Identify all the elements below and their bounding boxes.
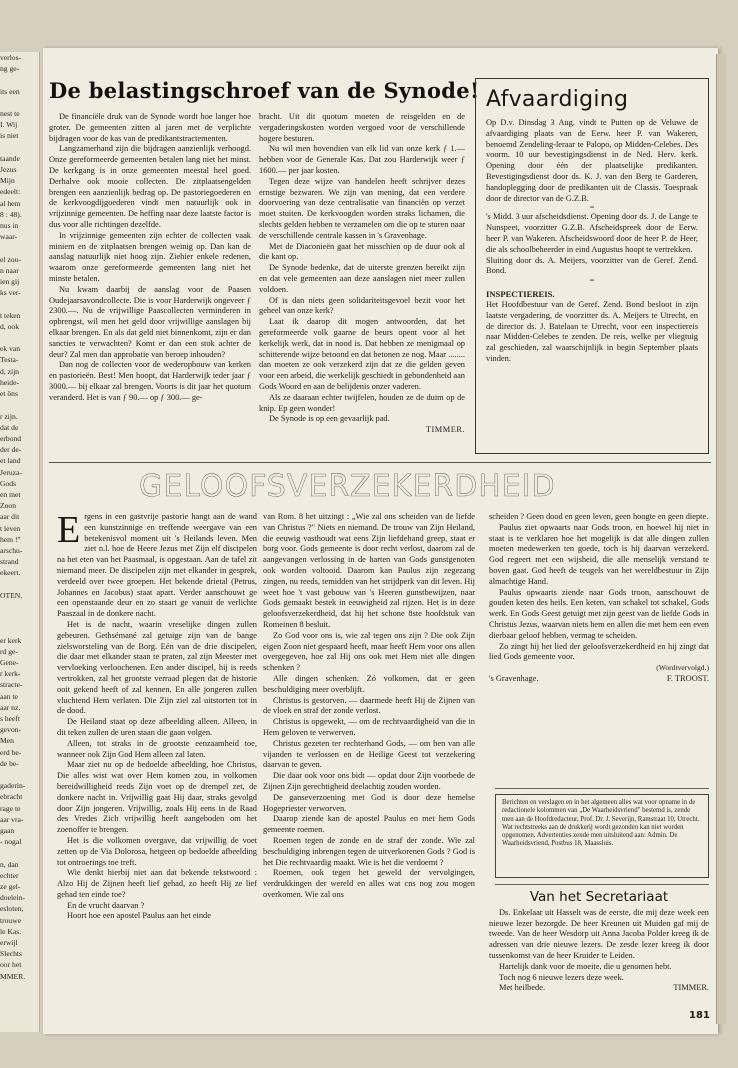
previous-page-fragment: t teken bbox=[0, 310, 21, 320]
previous-page-fragment bbox=[0, 769, 39, 780]
paragraph: De Heiland staat op deze afbeelding alleen. Alleen, in dit teken zullen de uren staan die gaan volgen. bbox=[57, 717, 257, 737]
previous-page-fragment: nus in bbox=[0, 221, 19, 231]
paragraph: Zo God voor ons is, wie zal tegen ons zijn ? Die ook Zijn eigen Zoon niet gespaard heeft, maar heeft Hem voor ons allen overgegeven, hoe zal Hij ons ook met Hem niet alle dingen schenken ? bbox=[263, 630, 475, 673]
paragraph: Laat ik daarop dit mogen antwoorden, dat het gereformeerde volk gaarne de beurs opent voor al het kerkelijk werk, dat in nood is. Dat hebben ze menigmaal op schitterende wijze betoond en dat betonen ze nog. Maar ........ dan moeten ze ook verzekerd zijn dat ze die gelden geven voor een arbeid, die werkelijk geschiedt in gebondenheid aan Gods Woord en aan de belijdenis onzer vaderen. bbox=[259, 317, 465, 391]
article2-column-2 bbox=[263, 512, 475, 901]
previous-page-fragment: d, zijn bbox=[0, 366, 19, 376]
previous-page-fragment: et öns bbox=[0, 389, 18, 399]
paragraph: scheiden ? Geen dood en geen leven, geen hoogte en geen diepte. bbox=[489, 512, 709, 521]
paragraph: De ganseverzoening met God is door deze hemelse Hogepriester verworven. bbox=[263, 792, 475, 813]
page-number: 181 bbox=[689, 1010, 710, 1021]
previous-page-fragment: stracte- bbox=[0, 680, 23, 690]
previous-page-fragment: Gods bbox=[0, 478, 17, 488]
paragraph: Sluiting door ds. A. Meijers, voorzitter van de Geref. Zend. Bond. bbox=[486, 255, 698, 276]
previous-page-fragment: gaderin- bbox=[0, 781, 26, 791]
previous-page-fragment: r zijn. bbox=[0, 411, 18, 421]
previous-page-fragment: nest te bbox=[0, 109, 20, 119]
paragraph: bracht. Uit dit quotum moeten de reisgelden en de vergaderingskosten worden vergoed voor de verschillende hogere besturen. bbox=[259, 112, 465, 143]
closing: Met heilbede. bbox=[499, 983, 546, 993]
paragraph: Met de Diaconieën gaat het misschien op de duur ook al die kant op. bbox=[259, 241, 465, 262]
previous-page-fragment: erwijl bbox=[0, 938, 18, 948]
previous-page-fragment: der de- bbox=[0, 445, 22, 455]
newspaper-page bbox=[43, 48, 718, 1034]
previous-page-fragment: dat de bbox=[0, 422, 19, 432]
previous-page-fragment: esloten, bbox=[0, 904, 24, 914]
separator: = bbox=[589, 203, 595, 213]
previous-page-fragment: doelein- bbox=[0, 893, 25, 903]
previous-page-fragment: al hem bbox=[0, 198, 21, 208]
article-headline: De belastingschroef van de Synode! bbox=[49, 78, 480, 103]
previous-page-fragment: t leven bbox=[0, 523, 21, 533]
secretariaat-section bbox=[489, 889, 709, 994]
previous-page-fragment: echter bbox=[0, 870, 19, 880]
previous-page-fragment bbox=[0, 142, 39, 153]
paragraph: Christus gezeten ter rechterhand Gods, — om hen van alle vijanden te verlossen en de Heilige Geest tot verzekering daarvan te geven. bbox=[263, 738, 475, 770]
previous-page-fragment: rage te bbox=[0, 803, 21, 813]
signature: TIMMER. bbox=[673, 983, 709, 993]
paragraph-text: rgens in een gastvrije pastorie hangt aan de wand een kunstzinnige en treffende weergave van een betekenisvol moment uit 's Heilands leven. Men ziet n.l. hoe de Heere Jezus met Zijn elf discipelen na het eten van het Paasmaal, is opgestaan. Aan de tafel zit niemand meer. De discipelen zijn met elkander in gesprek, verdeeld over twee groepen. Het bekende drietal (Petrus, Johannes en Jacobus) staat apart. Verder aanschouwt ge een openstaande deur en zo staart ge vanuit de verlichte Paaszaal in de donkere nacht. bbox=[57, 512, 257, 619]
place: 's Gravenhage. bbox=[489, 673, 539, 683]
paragraph: Dan nog de collecten voor de wederopbouw van kerken en pastorieën. Best! Men hoopt, dat Harderwijk ieder jaar ƒ 3000.— bij elkaar zal brengen. Voorts is dit jaar het quotum veranderd. Het is van ƒ 90.— op ƒ 300.— ge- bbox=[49, 360, 251, 402]
paragraph: De financiële druk van de Synode wordt hoe langer hoe groter. De gemeenten zitten al jaren met de verplichte bijdragen voor de kas van de predikantstractementen. bbox=[49, 112, 251, 143]
paragraph: Het is die volkomen overgave, dat vrijwillig de voet zetten op de Via Dolorosa, hetgeen op bedoelde afbeelding tot ontroerings toe treft. bbox=[57, 835, 257, 867]
paragraph: Het is de nacht, waarin vreselijke dingen zullen gebeuren. Gethsémané zal getuige zijn van de bange zielsworsteling van de Borg. Eén van de drie discipelen, die daar met elkander staan te praten, zal zijn Meester met vervloeking verloochenen. Een ander discipel, hij is reeds vertrokken, zal het grootste verraad plegen dat de historie ooit gekend heeft of zal kennen. En alle jongeren zullen vluchtend Hem verlaten. Die Zijn ziel zal uitstorten tot in de dood. bbox=[57, 619, 257, 716]
paragraph: Tegen deze wijze van handelen heeft schrijver dezes ernstige bezwaren. We zijn van mening, dat een verdere doorvoering van deze centralisatie van financiën op verzet moet stuiten. De kerkvoogden worden straks lichamen, die slechts gelden hebben te verzamelen om die op te sturen naar de verschillende centrale kassen in 's Gravenhage. bbox=[259, 176, 465, 240]
paragraph: Roemen tegen de zonde en de straf der zonde. Wie zal beschuldiging inbrengen tegen de uitverkorenen Gods ? God is het Die rechtvaardig maakt. Wie is het die verdoemt ? bbox=[263, 835, 475, 867]
previous-page-fragment: gevon- bbox=[0, 725, 22, 735]
previous-page-fragment: is niet bbox=[0, 131, 19, 141]
previous-page-fragment bbox=[0, 601, 39, 612]
paragraph: Wie denkt hierbij niet aan dat bekende tekstwoord : Alzo Hij de Zijnen heeft lief gehad, zo heeft Hij ze lief gehad ten einde toe? bbox=[57, 868, 257, 899]
section-title: Van het Secretariaat bbox=[529, 889, 669, 905]
continued-note: (Wordtvervolgd.) bbox=[656, 663, 709, 673]
box-body bbox=[486, 118, 698, 365]
paragraph: Paulus ziet opwaarts naar Gods troon, en hoewel hij niet in staat is te verklaren hoe het mogelijk is dat alle dingen zullen moeten medewerken ten goede, toch is hij daarvan verzekerd. God regeert met een wijsheid, die alle menselijk verstand te boven gaat. God heeft de teugels van het wereldbestuur in Zijn almachtige Hand. bbox=[489, 522, 709, 586]
previous-page-fragment: aar dit bbox=[0, 512, 20, 522]
previous-page-fragment: Zoon bbox=[0, 501, 17, 511]
previous-page-fragment bbox=[0, 579, 39, 590]
paragraph: Op D.v. Dinsdag 3 Aug. vindt te Putten op de Veluwe de afvaardiging plaats van de Eerw. heer P. van Wakeren, benoemd Zendeling-leraar te Palopo, op Midden-Celebes. Des voorm. 10 uur bevestigingsdienst in de Ned. Herv. kerk. Opening door één der plaatselijke predikanten. Bevestigingsdienst door ds. K. J. van den Berg te Garderen, handoplegging door de predikanten uit de Classis. Toespraak door de director van de G.Z.B. bbox=[486, 118, 698, 203]
divider bbox=[495, 884, 709, 885]
article-column-2 bbox=[259, 112, 465, 436]
paragraph: Of is dan niets geen solidariteitsgevoel bezit voor het geheel van onze kerk? bbox=[259, 295, 465, 316]
paragraph: Die daar ook voor ons bidt — opdat door Zijn voorbede de Zijnen Zijn gerechtigheid deelachtig zouden worden. bbox=[263, 771, 475, 791]
paragraph: Nu wil men bovendien van elk lid van onze kerk ƒ 1.— hebben voor de Generale Kas. Dat zou Harderwijk weer ƒ 1600.— per jaar kosten. bbox=[259, 144, 465, 175]
previous-page-fragment: ekeert. bbox=[0, 568, 21, 578]
previous-page-fragment: ng ge- bbox=[0, 64, 20, 74]
drop-cap: E bbox=[57, 509, 81, 551]
previous-page-fragment: d, ook bbox=[0, 321, 19, 331]
previous-page-fragment: verlos- bbox=[0, 53, 22, 62]
previous-page-fragment: n, dan bbox=[0, 859, 19, 869]
article-signature: TIMMER. bbox=[425, 425, 465, 435]
previous-page-fragment: Men bbox=[0, 736, 14, 746]
paragraph: De Synode bedenke, dat de uiterste grenzen bereikt zijn en dat vele gemeenten aan deze aanslagen niet meer zullen voldoen. bbox=[259, 263, 465, 294]
box-title: Afvaardiging bbox=[486, 87, 629, 112]
previous-page-fragment bbox=[0, 97, 39, 108]
separator: = bbox=[589, 276, 595, 286]
previous-page-fragment: oor het bbox=[0, 960, 22, 970]
paragraph: Hartelijk dank voor de moeite, die u genomen hebt. bbox=[499, 961, 672, 971]
previous-page-fragment bbox=[0, 242, 39, 253]
paragraph: Zo zingt hij het lied der geloofsverzekerdheid en hij zingt dat lied Gods gemeente voor. bbox=[489, 641, 709, 662]
paragraph: Christus is opgewekt, — om de rechtvaardigheid van die in Hem geloven te verwerven. bbox=[263, 717, 475, 737]
previous-page-fragment: Mijn bbox=[0, 176, 15, 186]
previous-page-fragment: hem !" bbox=[0, 534, 21, 544]
previous-page-fragment bbox=[0, 298, 39, 309]
previous-page-fragment bbox=[0, 399, 39, 410]
previous-page-fragment: en met bbox=[0, 489, 21, 499]
binding-edge bbox=[716, 54, 726, 1024]
article-headline-2: GELOOFSVERZEKERDHEID bbox=[139, 469, 556, 504]
previous-page-fragment: r kerk- bbox=[0, 669, 21, 679]
paragraph: Ds. Enkelaar uit Hasselt was de eerste, die mij deze week een nieuwe lezer bezorgde. De heer Kreunen uit Muiden gaf mij de tweede. Van de heer Wesdorp uit Anna Jacoba Polder kreeg ik de adressen van drie nieuwe lezers. De zesde lezer kreeg ik door tussenkomst van de heer Kruider te Leiden. bbox=[489, 907, 709, 960]
paragraph: De Synode is op een gevaarlijk pad. bbox=[269, 414, 390, 424]
previous-page-fragment bbox=[0, 74, 39, 85]
afvaardiging-box bbox=[475, 78, 709, 454]
paragraph: In vrijzinnige gemeenten zijn echter de collecten vaak miniem en de zitplaatsen brengen weinig op. Dan kan de aanslag natuurlijk niet hoog zijn. Ziehier enkele redenen, waarom onze gereformeerde gemeenten lang niet het minste betalen. bbox=[49, 230, 251, 283]
previous-page-fragment: arschu- bbox=[0, 545, 23, 555]
paragraph: Christus is gestorven. — daarmede heeft Hij de Zijnen van de vloek en straf der zonde verlost. bbox=[263, 695, 475, 716]
previous-page-fragment bbox=[0, 332, 39, 343]
previous-page-fragment: gaan bbox=[0, 826, 15, 836]
previous-page-fragment: ze gel- bbox=[0, 882, 21, 892]
editorial-notice-box bbox=[495, 794, 709, 878]
paragraph: Langzamerhand zijn die bijdragen aanzienlijk verhoogd. Onze gereformeerde gemeenten betalen lang niet het minst. De kerkgang is in onze gemeenten meestal heel goed. Derhalve ook mooie collecten. De zitplaatsengelden brengen een aanzienlijk bedrag op. De pastoriegoederen en de kerkvoogdijgoederen vindt men natuurlijk ook in vrijzinnige gemeenten. De heffing naar deze laatste factor is dus voor alle richtingen dezelfde. bbox=[49, 144, 251, 229]
previous-page-fragment: et land bbox=[0, 456, 21, 466]
previous-page-fragment bbox=[0, 623, 39, 634]
paragraph: En de vrucht daarvan ? bbox=[67, 900, 145, 910]
divider bbox=[495, 788, 709, 789]
previous-page-fragment: ebracht bbox=[0, 792, 23, 802]
paragraph: 's Midd. 3 uur afscheidsdienst. Opening door ds. J. de Lange te Nunspeet, voorzitter G.Z.B. Afscheidspreek door de Eerw. heer P. van Wakeren. Afscheidswoord door de heer P. de Heer, die als schoolbeheerder in eind Augustus hoopt te vertrekken. bbox=[486, 212, 698, 254]
previous-page-fragment: erbond bbox=[0, 433, 22, 443]
article-column-1 bbox=[49, 112, 251, 404]
previous-page-fragment: Jezus bbox=[0, 165, 17, 175]
article2-column-3 bbox=[489, 512, 709, 685]
previous-page-fragment: MMER. bbox=[0, 971, 26, 981]
previous-page-fragment: - nogal bbox=[0, 837, 22, 847]
previous-page-fragment: el zou- bbox=[0, 254, 21, 264]
previous-page-fragment: le Kas. bbox=[0, 926, 22, 936]
previous-page-fragment bbox=[0, 847, 39, 858]
previous-page-fragment: ek van bbox=[0, 344, 21, 354]
paragraph: Alleen, tot straks in de grootste eenzaamheid toe, wanneer ook Zijn God Hem alleen zal laten. bbox=[57, 738, 257, 759]
notice-text: Berichten en verslagen en in het algemeen alles wat voor opname in de redactionele kolommen van „De Waarheidsvriend" bestemd is, zende men aan de Hoofdredacteur, Prof. Dr. J. Severijn, Ramstraat 10, Utrecht. Wat rechtstreeks aan de drukkerij wordt gezonden kan niet worden opgenomen. Advertenties zende men uitsluitend aan: Admin. De Waarheidsvriend, Postbus 18, Maassluis. bbox=[502, 799, 700, 848]
subheading: INSPECTIEREIS. bbox=[486, 289, 555, 300]
section-divider bbox=[49, 462, 711, 463]
paragraph: Alle dingen schenken. Zó volkomen, dat er geen beschuldiging meer overblijft. bbox=[263, 673, 475, 694]
paragraph: Daarop ziende kan de apostel Paulus en met hem Gods gemeente roemen. bbox=[263, 814, 475, 835]
paragraph: Paulus opwaarts ziende naar Gods troon, aanschouwt de gouden keten des heils. Een keten, van schakel tot schakel, Gods werk. En Gods Geest getuigt met zijn geest van de liefde Gods in Christus Jezus, waarvan niets hem en allen die met hem een even dierbaar geloof hebben, vermag te scheiden. bbox=[489, 587, 709, 640]
previous-page-fragment: I. Wij bbox=[0, 120, 18, 130]
dateline bbox=[489, 674, 709, 685]
paragraph bbox=[57, 509, 257, 620]
previous-page-fragment: rd ge- bbox=[0, 646, 18, 656]
previous-page-fragment: ien gij bbox=[0, 277, 20, 287]
previous-page-fragment: 8 : 48). bbox=[0, 209, 22, 219]
previous-page-fragment: Slechts bbox=[0, 949, 22, 959]
previous-page-fragment: n naar bbox=[0, 265, 19, 275]
paragraph: Hoort hoe een apostel Paulus aan het einde bbox=[67, 911, 211, 921]
paragraph: Roemen, ook tegen het geweld der vervolgingen, verdrukkingen der wereld en alles wat cns nog zou mogen overkomen. Wie zal ons bbox=[263, 868, 475, 899]
previous-page-fragment: heide- bbox=[0, 377, 19, 387]
previous-page-fragment: ks ver- bbox=[0, 288, 21, 298]
previous-page-fragment bbox=[0, 612, 39, 623]
previous-page-fragment: Testa- bbox=[0, 355, 19, 365]
previous-page-fragment: Gene- bbox=[0, 657, 19, 667]
previous-page-fragment: Jeruza- bbox=[0, 467, 22, 477]
paragraph: Nu kwam daarbij de aanslag voor de Paasen Oudejaarsavondcollecte. Die is voor Harderwijk ongeveer ƒ 2300.—. Nu de vrijwillige Paascollecten verminderen in opbrengst, wil men het geld door vrijwillige aanslagen bij elkaar brengen. En als dat geld niet binnenkomt, zijn er dan sancties te verwachten? Komt er dan een stok achter de deur? Zal men dan approbatie van beroep inhouden? bbox=[49, 284, 251, 359]
previous-page-fragment: strand bbox=[0, 557, 19, 567]
article2-column-1 bbox=[57, 509, 257, 922]
previous-page-fragment: aar vra- bbox=[0, 814, 24, 824]
paragraph: van Rom. 8 het uitzingt : „Wie zal ons scheiden van de liefde van Christus ?" Niets en niemand. De trouw van Zijn Heiland, die eeuwig vasthoudt wat eens Zijn liefdehand greep, staat er borg voor. Gods gemeente is door recht verlost, daarom zal de aangevangen verlossing in de harten van Gods gunstgenoten ook worden voltooid. Daarom kan Paulus zijn zegezang zingen, nu reeds, temidden van het strijdperk van dit leven. Hij weet hoe 't vast gebouw van 's Heeren gunstbewijzen, naar Gods gemaakt bestek in eeuwigheid zal rijzen. Het is in deze geloofsverzekerdheid, dat hij het schone 8ste hoofdstuk van Romeinen 8 besluit. bbox=[263, 512, 475, 629]
previous-page-fragment: edeelt: bbox=[0, 187, 21, 197]
previous-page-edge bbox=[0, 52, 40, 1032]
previous-page-fragment: aan te bbox=[0, 691, 18, 701]
previous-page-fragment: its een bbox=[0, 86, 20, 96]
previous-page-fragment: aar nz. bbox=[0, 702, 21, 712]
paragraph: Het Hoofdbestuur van de Geref. Zend. Bond besloot in zijn laatste vergadering, de voorzitter ds. A. Meijers te Utrecht, en de director ds. J. Batelaan te Utrecht, voor een inspectiereis naar Midden-Celebes te zenden. De reis, welke per vliegtuig zal geschieden, zal waarschijnlijk in begin September plaats vinden. bbox=[486, 299, 698, 363]
paragraph: Toch nog 6 nieuwe lezers deze week. bbox=[499, 972, 624, 982]
previous-page-fragment: er kerk bbox=[0, 635, 22, 645]
previous-page-fragment: s heeft bbox=[0, 713, 21, 723]
previous-page-fragment: waar- bbox=[0, 232, 18, 242]
closing-line bbox=[489, 983, 709, 994]
paragraph: Als ze daaraan echter twijfelen, houden ze de duim op de knip. Ep geen wonder! bbox=[259, 392, 465, 413]
previous-page-fragment: taande bbox=[0, 153, 20, 163]
previous-page-fragment: de be- bbox=[0, 758, 19, 768]
author: F. TROOST. bbox=[666, 673, 709, 683]
previous-page-fragment: OTEN. bbox=[0, 590, 23, 600]
previous-page-fragment: erd be- bbox=[0, 747, 22, 757]
previous-page-fragment: trouwe bbox=[0, 915, 22, 925]
paragraph: Maar ziet nu op de bedoelde afbeelding, hoe Christus, Die alles wist wat over Hem komen zou, in volkomen bereidwilligheid reeds Zijn voet op de drempel zet, de donkere nacht in. Vrijwillig gaat Hij daar, straks gevolgd door Zijn jongeren. Vrijwillig, zoals Hij eens in de Raad des Vredes Zich vrijwillig heeft aangeboden om het zoenoffer te brengen. bbox=[57, 760, 257, 835]
